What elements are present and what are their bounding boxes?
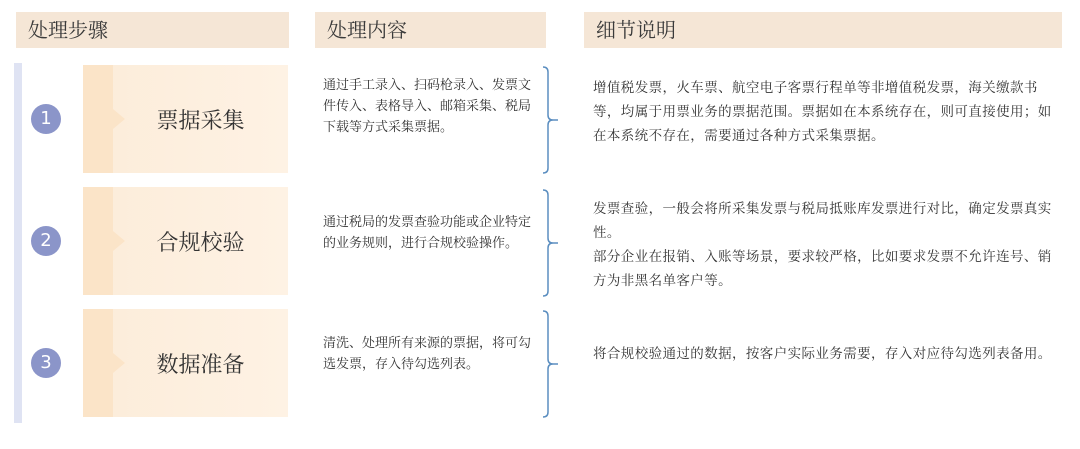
step-card <box>83 187 288 295</box>
detail-paragraph: 将合规校验通过的数据，按客户实际业务需要，存入对应待勾选列表备用。 <box>593 346 1052 362</box>
step-number-badge: 1 <box>31 104 61 134</box>
detail-paragraph: 增值税发票，火车票、航空电子客票行程单等非增值税发票，海关缴款书等，均属于用票业务的票据范围。票据如在本系统存在，则可直接使用；如在本系统不存在，需要通过各种方式采集票据。 <box>593 80 1052 144</box>
header-step: 处理步骤 <box>16 12 289 48</box>
step-number-badge: 2 <box>31 226 61 256</box>
step-detail <box>593 197 1055 293</box>
step-card <box>83 309 288 417</box>
step-title: 合规校验 <box>156 230 245 256</box>
detail-paragraph: 部分企业在报销、入账等场景，要求较严格，比如要求发票不允许连号、销方为非黑名单客户等。 <box>593 249 1052 289</box>
card-tab <box>83 309 113 417</box>
step-content: 通过税局的发票查验功能或企业特定的业务规则，进行合规校验操作。 <box>323 215 532 251</box>
step-detail <box>593 342 1055 366</box>
bracket-icon <box>540 310 560 418</box>
step-title: 票据采集 <box>156 108 245 134</box>
bracket-icon <box>540 66 560 174</box>
timeline-bar <box>14 63 22 423</box>
detail-paragraph: 发票查验，一般会将所采集发票与税局抵账库发票进行对比，确定发票真实性。 <box>593 201 1052 241</box>
step-content: 清洗、处理所有来源的票据，将可勾选发票，存入待勾选列表。 <box>323 336 532 372</box>
step-title: 数据准备 <box>156 352 245 378</box>
header-content: 处理内容 <box>315 12 546 48</box>
step-detail <box>593 76 1055 148</box>
step-card <box>83 65 288 173</box>
card-tab <box>83 65 113 173</box>
step-number-badge: 3 <box>31 348 61 378</box>
card-tab <box>83 187 113 295</box>
bracket-icon <box>540 189 560 297</box>
step-content: 通过手工录入、扫码枪录入、发票文件传入、表格导入、邮箱采集、税局下载等方式采集票据。 <box>323 78 532 135</box>
header-detail: 细节说明 <box>584 12 1062 48</box>
